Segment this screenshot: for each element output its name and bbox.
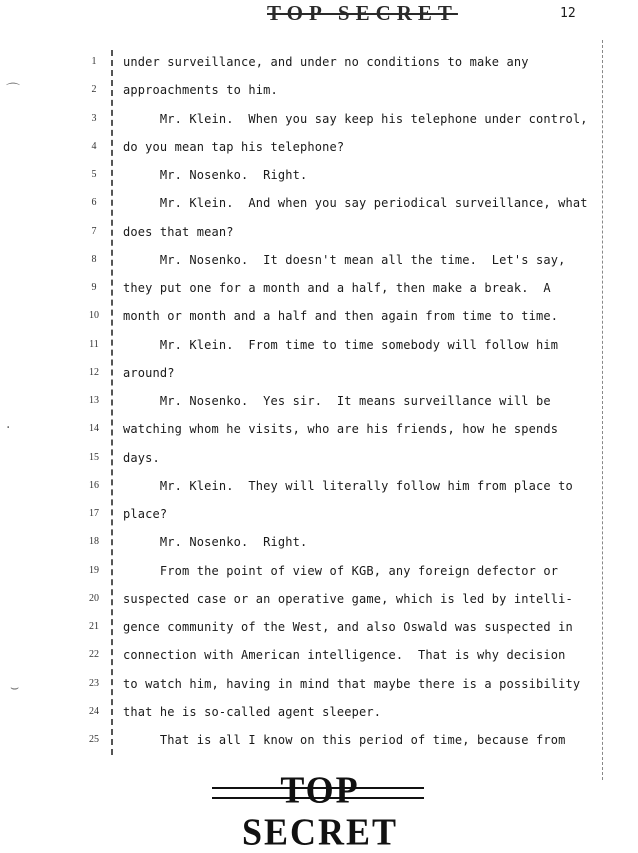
line-number: 3: [91, 113, 97, 124]
binding-mark-lower: ⌣: [10, 680, 20, 696]
line-number: 17: [89, 508, 99, 519]
transcript-line: Mr. Nosenko. It doesn't mean all the time. Let's say,: [123, 253, 566, 267]
transcript-line: around?: [123, 366, 175, 380]
footer-classification-stamp: TOP SECRET: [241, 769, 399, 853]
transcript-line: that he is so-called agent sleeper.: [123, 705, 382, 719]
line-number: 4: [91, 141, 97, 152]
line-number: 20: [89, 593, 99, 604]
transcript-line: to watch him, having in mind that maybe there is a possibility: [123, 677, 581, 691]
line-number: 19: [89, 565, 99, 576]
transcript-line: watching whom he visits, who are his friends, how he spends: [123, 422, 559, 436]
binding-mark-top: ⌒: [6, 83, 20, 99]
transcript-line: month or month and a half and then again from time to time.: [123, 309, 559, 323]
line-number: 25: [89, 734, 99, 745]
transcript-line: they put one for a month and a half, then make a break. A: [123, 281, 551, 295]
line-number: 1: [91, 56, 97, 67]
line-number: 16: [89, 480, 99, 491]
line-number: 18: [89, 536, 99, 547]
transcript-line: That is all I know on this period of time, because from: [123, 733, 566, 747]
line-number: 11: [89, 339, 99, 350]
transcript-line: gence community of the West, and also Oswald was suspected in: [123, 620, 573, 634]
line-number: 24: [89, 706, 99, 717]
transcript-line: Mr. Nosenko. Right.: [123, 168, 308, 182]
line-number: 12: [89, 367, 99, 378]
transcript-line: does that mean?: [123, 225, 234, 239]
transcript-line: place?: [123, 507, 168, 521]
line-number: 13: [89, 395, 99, 406]
transcript-line: suspected case or an operative game, which is led by intelli-: [123, 592, 573, 606]
line-number: 2: [91, 84, 97, 95]
left-margin-rule: [111, 50, 113, 755]
line-number: 23: [89, 678, 99, 689]
transcript-line: Mr. Klein. When you say keep his telephone under control,: [123, 112, 588, 126]
transcript-line: connection with American intelligence. That is why decision: [123, 648, 566, 662]
right-margin-rule: [602, 40, 603, 780]
binding-mark-middle: ·: [6, 420, 11, 436]
transcript-line: days.: [123, 451, 160, 465]
transcript-line: Mr. Klein. They will literally follow him from place to: [123, 479, 573, 493]
transcript-line: From the point of view of KGB, any foreign defector or: [123, 564, 559, 578]
transcript-line: Mr. Klein. And when you say periodical surveillance, what: [123, 196, 588, 210]
transcript-line: Mr. Nosenko. Yes sir. It means surveillance will be: [123, 394, 551, 408]
line-number: 15: [89, 452, 99, 463]
line-number: 21: [89, 621, 99, 632]
line-number: 5: [91, 169, 97, 180]
page-number: 12: [560, 6, 576, 21]
transcript-line: approachments to him.: [123, 83, 278, 97]
transcript-line: Mr. Klein. From time to time somebody will follow him: [123, 338, 559, 352]
header-classification-stamp: TOP SECRET: [267, 1, 458, 25]
line-number: 8: [91, 254, 97, 265]
transcript-line: under surveillance, and under no conditions to make any: [123, 55, 529, 69]
line-number: 22: [89, 649, 99, 660]
line-number: 14: [89, 423, 99, 434]
line-number: 6: [91, 197, 97, 208]
transcript-line: Mr. Nosenko. Right.: [123, 535, 308, 549]
transcript-line: do you mean tap his telephone?: [123, 140, 345, 154]
line-number: 9: [91, 282, 97, 293]
line-number: 10: [89, 310, 99, 321]
line-number: 7: [91, 226, 97, 237]
